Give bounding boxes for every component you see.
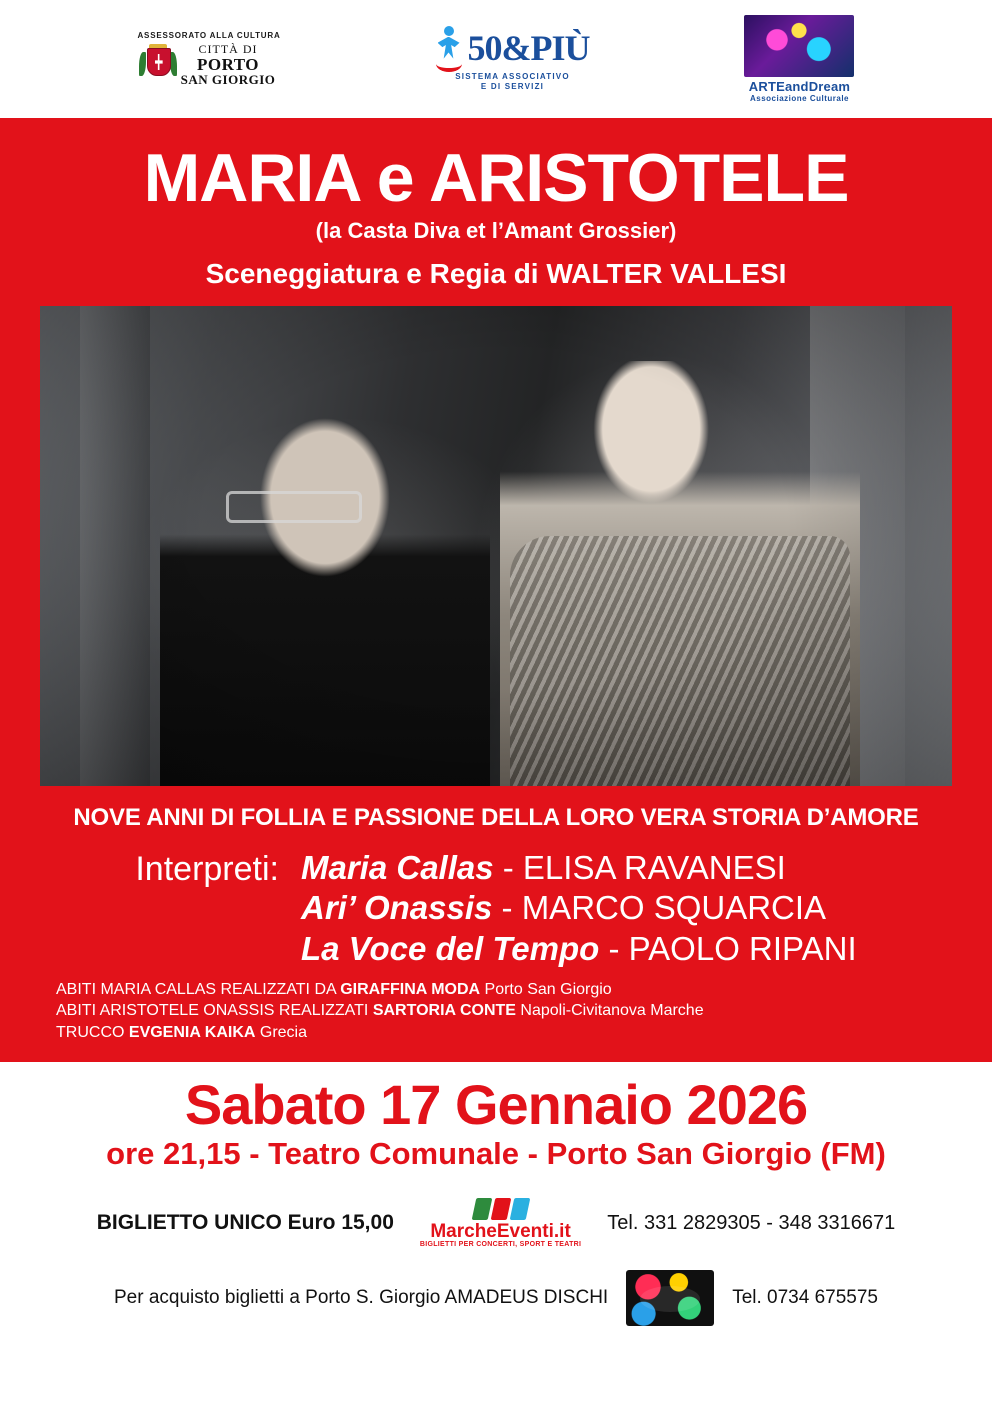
event-venue: ore 21,15 - Teatro Comunale - Porto San Giorgio (FM) — [106, 1136, 886, 1172]
credit-pre: TRUCCO — [56, 1023, 129, 1041]
coat-of-arms-icon — [143, 46, 173, 84]
logo-arte-and-dream — [744, 15, 854, 103]
purchase-phone: Tel. 0734 675575 — [732, 1287, 878, 1309]
marche-eventi-tickets-icon — [420, 1198, 581, 1220]
event-details-panel — [0, 1062, 992, 1327]
cast-role: La Voce del Tempo — [300, 929, 600, 967]
comune-line1: CITTÀ DI — [198, 41, 258, 56]
credit-pre: ABITI MARIA CALLAS REALIZZATI DA — [56, 980, 341, 998]
ticket-phone-numbers: Tel. 331 2829305 - 348 3316671 — [607, 1211, 896, 1234]
logo-50epiu — [436, 26, 590, 93]
amadeus-dischi-logo-icon — [626, 1270, 714, 1326]
poster-director-credit: Sceneggiatura e Regia di WALTER VALLESI — [205, 258, 787, 289]
ticket-info-row — [0, 1198, 992, 1248]
credit-strong: SARTORIA CONTE — [372, 1002, 516, 1020]
arte-name-part2: and — [784, 79, 809, 94]
credit-line — [56, 979, 992, 1001]
credit-line — [56, 1022, 992, 1044]
cast-row — [301, 888, 857, 928]
credit-strong: EVGENIA KAIKA — [128, 1023, 256, 1041]
cinquantaepiu-sub-line1: SISTEMA ASSOCIATIVO — [455, 71, 570, 81]
poster-main-panel — [0, 118, 992, 1062]
marche-eventi-name-part3: .it — [553, 1221, 571, 1243]
cast-row — [301, 929, 857, 969]
purchase-location-text: Per acquisto biglietti a Porto S. Giorgio AMADEUS DISCHI — [114, 1287, 609, 1309]
cast-actor: MARCO SQUARCIA — [521, 889, 827, 927]
logo-comune-porto-san-giorgio — [137, 31, 280, 87]
cast-separator: - — [493, 849, 523, 886]
cast-section — [0, 848, 992, 969]
comune-line3: SAN GIORGIO — [180, 72, 276, 88]
cinquantaepiu-name: 50&PIÙ — [467, 27, 590, 68]
marche-eventi-logo[interactable] — [420, 1198, 581, 1248]
poster-subtitle: (la Casta Diva et l’Amant Grossier) — [315, 218, 677, 243]
cast-label: Interpreti: — [135, 850, 279, 888]
cinquantaepiu-sub-line2: E DI SERVIZI — [480, 82, 545, 91]
sponsor-logo-bar — [0, 0, 992, 118]
arte-name-part3: Dream — [808, 79, 851, 94]
comune-line2: PORTO — [196, 54, 260, 74]
marche-eventi-name-part2: Eventi — [496, 1221, 554, 1243]
colorful-artwork-icon — [744, 15, 854, 77]
credit-line — [56, 1000, 992, 1022]
cast-role: Ari’ Onassis — [300, 889, 493, 927]
cast-role: Maria Callas — [300, 849, 494, 886]
ticket-price: BIGLIETTO UNICO Euro 15,00 — [96, 1211, 394, 1235]
cast-separator: - — [599, 929, 629, 967]
purchase-info-row — [0, 1270, 992, 1326]
cast-actor: ELISA RAVANESI — [522, 849, 786, 886]
event-date: Sabato 17 Gennaio 2026 — [184, 1072, 808, 1136]
credit-post: Porto San Giorgio — [480, 980, 612, 998]
arte-name-part1: ARTE — [748, 79, 785, 94]
page-title: MARIA e ARISTOTELE — [143, 140, 849, 216]
arte-subtitle: Associazione Culturale — [749, 94, 849, 103]
person-figure-icon — [436, 26, 462, 70]
poster-tagline: NOVE ANNI DI FOLLIA E PASSIONE DELLA LORO VERA STORIA D’AMORE — [73, 804, 919, 831]
credit-post: Grecia — [255, 1023, 307, 1041]
credit-strong: GIRAFFINA MODA — [340, 980, 481, 998]
marche-eventi-name-part1: Marche — [430, 1221, 497, 1243]
cast-separator: - — [492, 889, 522, 927]
cast-actor: PAOLO RIPANI — [628, 929, 857, 967]
comune-assessorato-label: ASSESSORATO ALLA CULTURA — [137, 30, 281, 40]
cast-row — [301, 848, 857, 888]
credit-post: Napoli-Civitanova Marche — [515, 1002, 704, 1020]
marche-eventi-subtitle: BIGLIETTI PER CONCERTI, SPORT E TEATRI — [419, 1241, 582, 1249]
poster-photo — [40, 306, 952, 786]
production-credits — [56, 979, 992, 1044]
credit-pre: ABITI ARISTOTELE ONASSIS REALIZZATI — [56, 1002, 373, 1020]
